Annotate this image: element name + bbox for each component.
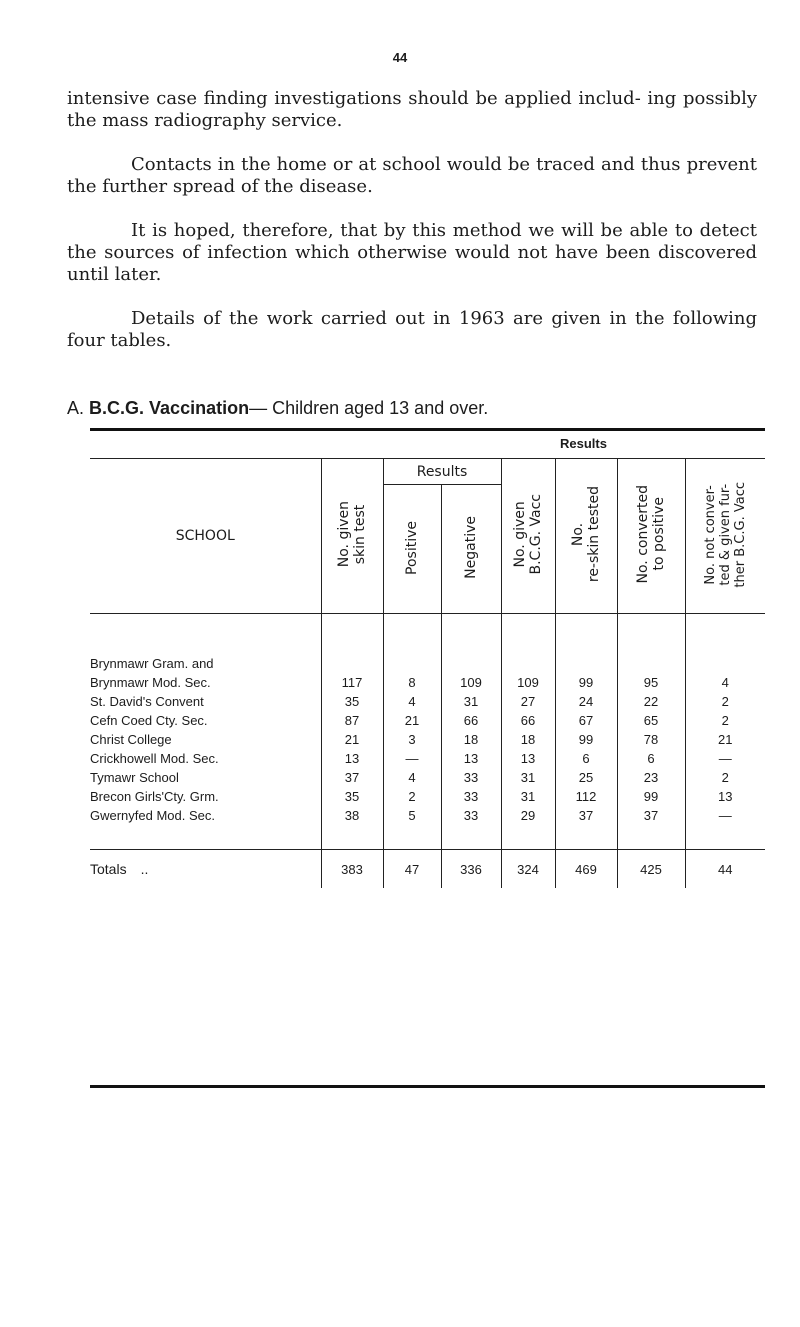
cell-reskin: 24	[555, 692, 617, 711]
total-converted: 425	[617, 850, 685, 889]
cell-converted: 99	[617, 787, 685, 806]
cell-converted: 6	[617, 749, 685, 768]
table-row	[90, 711, 765, 730]
page-number: 44	[392, 50, 408, 65]
cell-bcg: 31	[501, 787, 555, 806]
header-given-skin-test: No. given skin test	[321, 459, 383, 614]
cell-skin: 13	[321, 749, 383, 768]
cell-reskin: 25	[555, 768, 617, 787]
totals-row	[90, 850, 765, 889]
school-name: Crickhowell Mod. Sec.	[90, 751, 219, 766]
cell-reskin: 6	[555, 749, 617, 768]
header-results: Results	[383, 459, 501, 485]
results-top-header	[90, 428, 765, 454]
cell-positive: 4	[383, 768, 441, 787]
cell-skin: 35	[321, 692, 383, 711]
cell-negative: 18	[441, 730, 501, 749]
cell-negative: 66	[441, 711, 501, 730]
section-bold-title: B.C.G. Vaccination	[89, 398, 250, 418]
paragraph-4: Details of the work carried out in 1963 are given in the following four tables.	[67, 308, 757, 351]
cell-skin: 21	[321, 730, 383, 749]
total-reskin: 469	[555, 850, 617, 889]
cell-bcg: 18	[501, 730, 555, 749]
school-name: Brecon Girls'Cty. Grm.	[90, 789, 219, 804]
school-name: St. David's Convent	[90, 694, 204, 709]
school-name: Tymawr School	[90, 770, 179, 785]
table-row	[90, 787, 765, 806]
cell-skin: 117	[321, 673, 383, 692]
cell-positive: 8	[383, 673, 441, 692]
header-negative: Negative	[441, 485, 501, 614]
cell-positive: 5	[383, 806, 441, 850]
cell-bcg: 27	[501, 692, 555, 711]
header-positive: Positive	[383, 485, 441, 614]
header-school: SCHOOL	[90, 459, 321, 614]
cell-reskin: 112	[555, 787, 617, 806]
school-name: Christ College	[90, 732, 172, 747]
section-title	[67, 398, 767, 419]
total-not-converted: 44	[685, 850, 765, 889]
table-row	[90, 730, 765, 749]
cell-converted: 23	[617, 768, 685, 787]
cell-not-converted: 2	[685, 711, 765, 730]
cell-negative: 33	[441, 787, 501, 806]
cell-positive: 4	[383, 692, 441, 711]
cell-not-converted: 13	[685, 787, 765, 806]
cell-not-converted: —	[685, 749, 765, 768]
data-table	[90, 458, 765, 888]
cell-skin: 38	[321, 806, 383, 850]
cell-positive: 3	[383, 730, 441, 749]
cell-negative: 31	[441, 692, 501, 711]
table-row	[90, 749, 765, 768]
cell-positive: 2	[383, 787, 441, 806]
school-name: Cefn Coed Cty. Sec.	[90, 713, 208, 728]
section-subtitle: — Children aged 13 and over.	[249, 398, 489, 418]
table-row	[90, 673, 765, 692]
cell-reskin: 67	[555, 711, 617, 730]
paragraph-1: intensive case finding investigations should be applied includ- ing possibly the mass radiography service.	[67, 88, 757, 131]
cell-not-converted: —	[685, 806, 765, 850]
cell-bcg: 109	[501, 673, 555, 692]
cell-negative: 13	[441, 749, 501, 768]
cell-converted: 37	[617, 806, 685, 850]
cell-converted: 65	[617, 711, 685, 730]
table-row	[90, 768, 765, 787]
cell-negative: 33	[441, 768, 501, 787]
bcg-table	[90, 428, 765, 877]
total-bcg: 324	[501, 850, 555, 889]
header-converted: No. converted to positive	[617, 459, 685, 614]
cell-positive: —	[383, 749, 441, 768]
cell-reskin: 99	[555, 673, 617, 692]
section-letter: A.	[67, 398, 85, 418]
cell-negative: 33	[441, 806, 501, 850]
school-name: Brynmawr Gram. and	[90, 614, 321, 674]
header-re-skin-tested: No. re-skin tested	[555, 459, 617, 614]
total-skin: 383	[321, 850, 383, 889]
cell-negative: 109	[441, 673, 501, 692]
table-bottom-rule	[90, 1085, 765, 1088]
table-row	[90, 806, 765, 850]
school-name: Gwernyfed Mod. Sec.	[90, 808, 215, 823]
cell-bcg: 13	[501, 749, 555, 768]
cell-not-converted: 21	[685, 730, 765, 749]
header-not-converted: No. not conver- ted & given fur- ther B.C.G. Vacc	[685, 459, 765, 614]
results-top-label: Results	[560, 436, 607, 451]
cell-bcg: 66	[501, 711, 555, 730]
total-positive: 47	[383, 850, 441, 889]
cell-converted: 95	[617, 673, 685, 692]
total-negative: 336	[441, 850, 501, 889]
paragraph-3: It is hoped, therefore, that by this method we will be able to detect the sources of infection which otherwise would not have been discovered until later.	[67, 220, 757, 285]
cell-skin: 37	[321, 768, 383, 787]
cell-converted: 78	[617, 730, 685, 749]
cell-converted: 22	[617, 692, 685, 711]
cell-positive: 21	[383, 711, 441, 730]
header-given-bcg: No. given B.C.G. Vacc	[501, 459, 555, 614]
table-row	[90, 614, 765, 674]
cell-not-converted: 2	[685, 692, 765, 711]
cell-reskin: 37	[555, 806, 617, 850]
school-name: Brynmawr Mod. Sec.	[90, 675, 211, 690]
totals-label: Totals ..	[90, 850, 321, 889]
cell-bcg: 29	[501, 806, 555, 850]
table-row	[90, 692, 765, 711]
cell-not-converted: 4	[685, 673, 765, 692]
cell-reskin: 99	[555, 730, 617, 749]
cell-bcg: 31	[501, 768, 555, 787]
paragraph-2: Contacts in the home or at school would be traced and thus prevent the further spread of the disease.	[67, 154, 757, 197]
cell-not-converted: 2	[685, 768, 765, 787]
cell-skin: 87	[321, 711, 383, 730]
cell-skin: 35	[321, 787, 383, 806]
